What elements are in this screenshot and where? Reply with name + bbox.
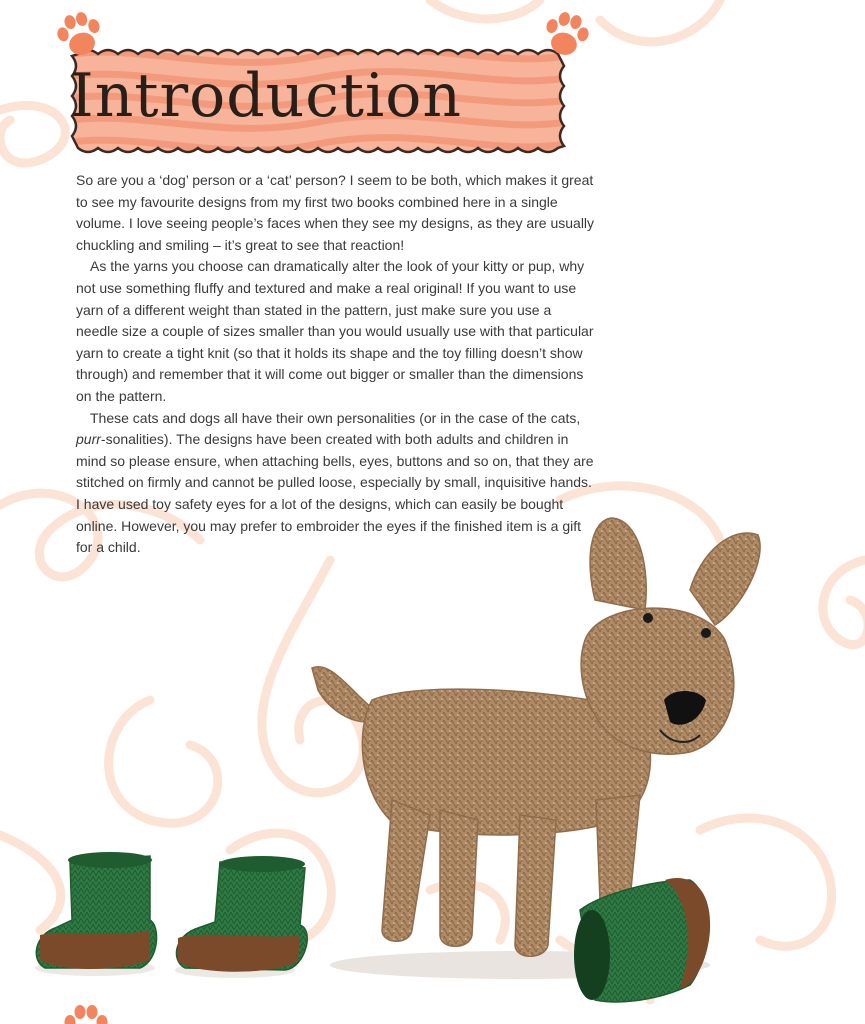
page-title: Introduction <box>70 61 462 131</box>
paragraph <box>76 256 596 407</box>
knitted-boot <box>36 852 156 969</box>
paragraph-text: These cats and dogs all have their own personalities (or in the case of the cats, <box>90 409 581 426</box>
knitted-dog-photo <box>0 480 865 1024</box>
paragraph-text: As the yarns you choose can dramatically alter the look of your kitty or pup, why not use something fluffy and textured and make a real original! If you want to use yarn of a different weight than stated in the pattern, just make sure you use a needle size a couple of sizes smaller than you would usually use with that particular yarn to create a tight knit (so that it holds its shape and the toy filling doesn’t show through) and remember that it will come out bigger or smaller than the dimensions on the pattern. <box>76 258 594 404</box>
paragraph-text: So are you a ‘dog’ person or a ‘cat’ person? I seem to be both, which makes it great to see my favourite designs from my first two books combined here in a single volume. I love seeing people’s faces when they see my designs, as they are usually chuckling and smiling – it’s great to see that reaction! <box>76 172 595 253</box>
paw-print-icon <box>52 8 108 64</box>
knitted-boot <box>176 856 307 972</box>
knitted-boot <box>574 878 710 1002</box>
paragraph <box>76 170 596 256</box>
emphasis-text: purr <box>76 431 101 448</box>
paw-print-icon <box>538 8 594 64</box>
paragraph-text: -sonalities). The designs have been created with both adults and children in mind so please ensure, when attaching bells, eyes, buttons and so on, that they are stitched on firmly and cannot be pulled loose, especially by small, inquisitive hands. I have used toy safety eyes for a lot of the designs, which can easily be bought online. However, you may prefer to embroider the eyes if the finished item is a gift for a child. <box>76 431 594 556</box>
